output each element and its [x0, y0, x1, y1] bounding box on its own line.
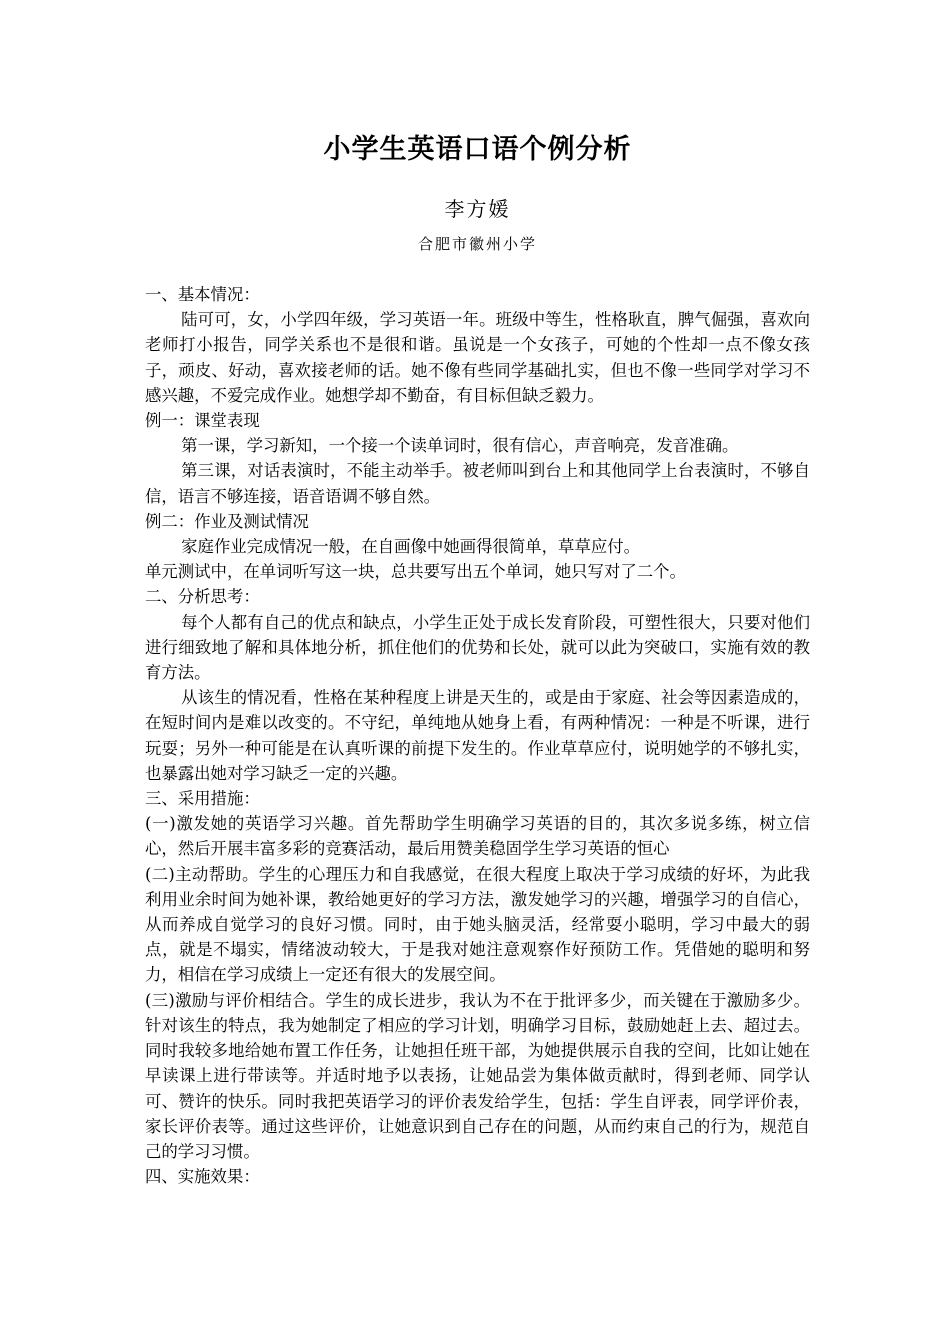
- author-name: 李方媛: [444, 197, 511, 221]
- paragraph-measure-2: (二)主动帮助。学生的心理压力和自我感觉，在很大程度上取决于学习成绩的好坏，为此我利用业余时间为她补课，教给她更好的学习方法，激发她学习的兴趣，增强学习的自信心，从而养成自觉学习的良好习惯。同时，由于她头脑灵活，经常耍小聪明，学习中最大的弱点，就是不塌实，情绪波动较大，于是我对她注意观察作好预防工作。凭借她的聪明和努力，相信在学习成绩上一定还有很大的发展空间。: [145, 864, 810, 985]
- section-heading-basic-situation: 一、基本情况：: [145, 285, 260, 304]
- section-heading-analysis: 二、分析思考：: [145, 587, 260, 607]
- paragraph-analysis-1: 每个人都有自己的优点和缺点，小学生正处于成长发育阶段，可塑性很大，只要对他们进行细致地了解和具体地分析，抓住他们的优势和长处，就可以此为突破口，实施有效的教育方法。: [145, 612, 810, 683]
- paragraph-unit-test: 单元测试中，在单词听写这一块，总共要写出五个单词，她只写对了二个。: [145, 562, 686, 582]
- paragraph-lesson-one: 第一课，学习新知，一个接一个读单词时，很有信心，声音响亮，发音准确。: [181, 436, 739, 456]
- example-heading-classroom: 例一：课堂表现: [145, 411, 260, 431]
- paragraph-student-profile: 陆可可，女，小学四年级，学习英语一年。班级中等生，性格耿直，脾气倔强，喜欢向老师打小报告，同学关系也不是很和谐。虽说是一个女孩子，可她的个性却一点不像女孩子，顽皮、好动，喜欢接老师的话。她不像有些同学基础扎实，但也不像一些同学对学习不感兴趣，不爱完成作业。她想学却不勤奋，有目标但缺乏毅力。: [145, 310, 810, 405]
- section-heading-results: 四、实施效果：: [145, 1167, 260, 1187]
- paragraph-analysis-2: 从该生的情况看，性格在某种程度上讲是天生的，或是由于家庭、社会等因素造成的，在短时间内是难以改变的。不守纪，单纯地从她身上看，有两种情况：一种是不听课，进行玩耍；另外一种可能是在认真听课的前提下发生的。作业草草应付，说明她学的不够扎实，也暴露出她对学习缺乏一定的兴趣。: [145, 688, 810, 783]
- paragraph-measure-3: (三)激励与评价相结合。学生的成长进步，我认为不在于批评多少，而关键在于激励多少。针对该生的特点，我为她制定了相应的学习计划，明确学习目标，鼓励她赶上去、超过去。同时我较多地给她布置工作任务，让她担任班干部，为她提供展示自我的空间，比如让她在早读课上进行带读等。并适时地予以表扬，让她品尝为集体做贡献时，得到老师、同学认可、赞许的快乐。同时我把英语学习的评价表发给学生，包括：学生自评表，同学评价表，家长评价表等。通过这些评价，让她意识到自己存在的问题，从而约束自己的行为，规范自己的学习习惯。: [145, 990, 810, 1161]
- school-name: 合肥市徽州小学: [417, 235, 537, 253]
- paragraph-homework: 家庭作业完成情况一般，在自画像中她画得很简单，草草应付。: [181, 537, 641, 557]
- document-title: 小学生英语口语个例分析: [323, 134, 632, 165]
- document-body: [145, 282, 810, 1189]
- section-heading-measures: 三、采用措施：: [145, 789, 260, 809]
- paragraph-measure-1: (一)激发她的英语学习兴趣。首先帮助学生明确学习英语的目的，其次多说多练，树立信心，然后开展丰富多彩的竞赛活动，最后用赞美稳固学生学习英语的恒心: [145, 814, 810, 859]
- paragraph-lesson-three: 第三课，对话表演时，不能主动举手。被老师叫到台上和其他同学上台表演时，不够自信，语言不够连接，语音语调不够自然。: [145, 461, 810, 506]
- document-page: [145, 128, 810, 1189]
- example-heading-homework: 例二：作业及测试情况: [145, 511, 309, 531]
